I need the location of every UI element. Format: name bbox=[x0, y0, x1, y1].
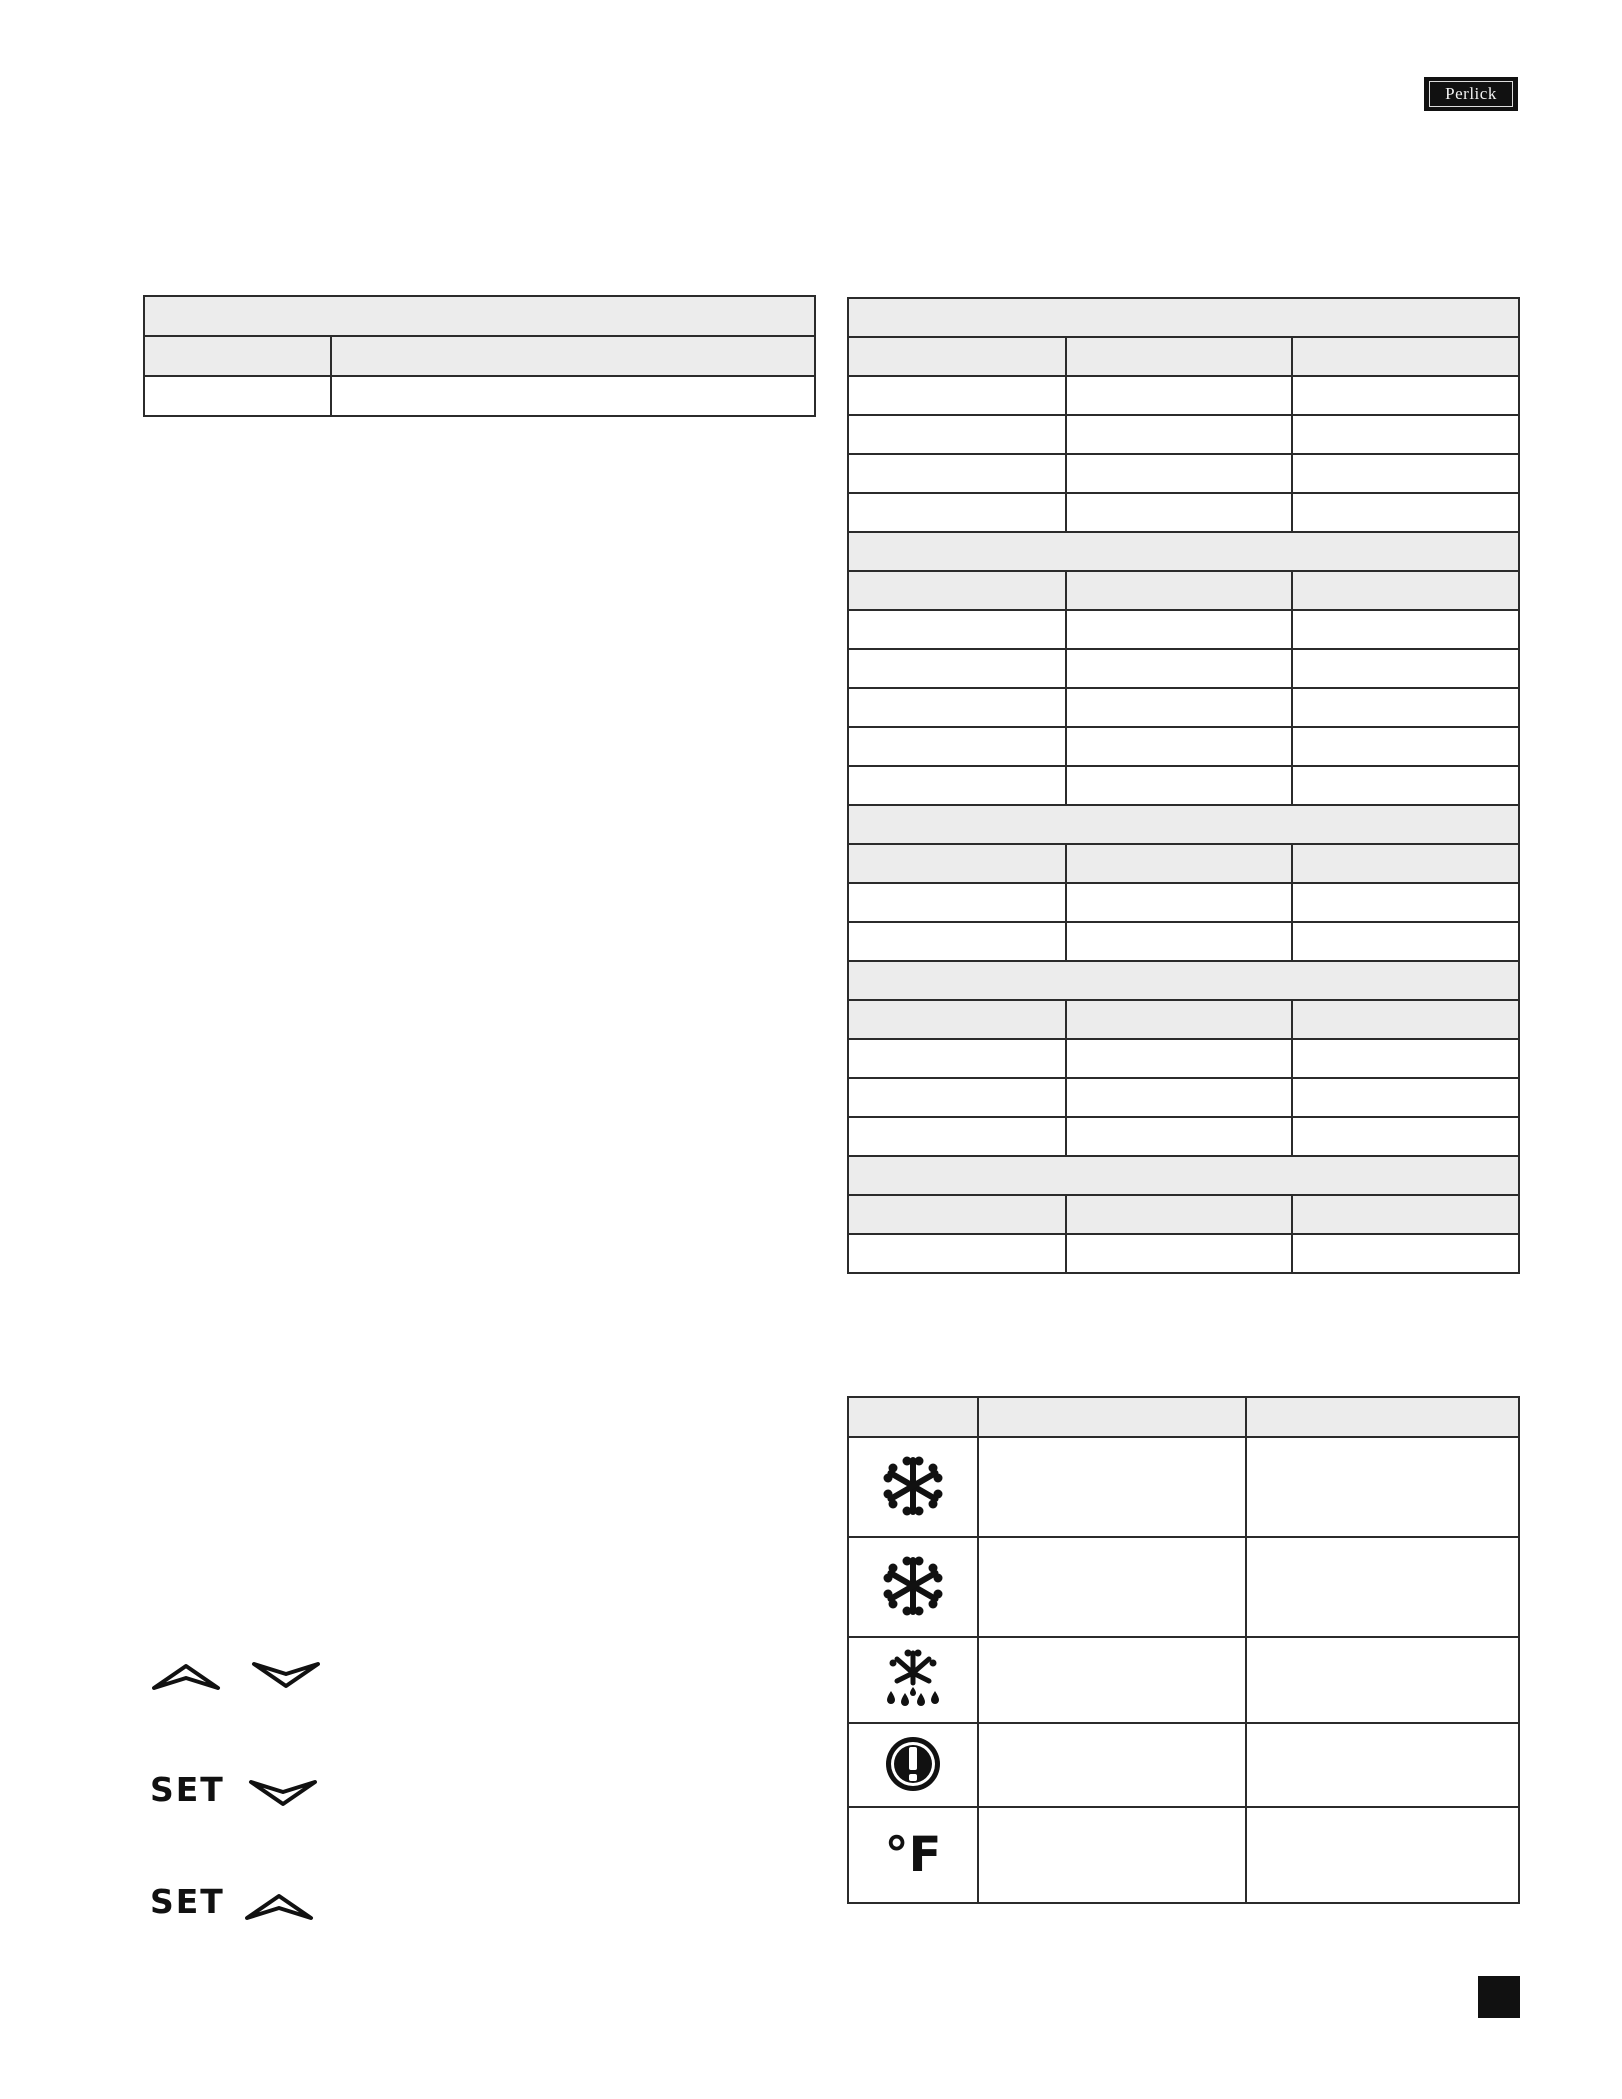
table-row bbox=[848, 1117, 1519, 1156]
table-row bbox=[848, 376, 1519, 415]
table-cell bbox=[848, 649, 1066, 688]
section-title-cell bbox=[848, 805, 1519, 844]
table-cell bbox=[1292, 883, 1519, 922]
table-cell bbox=[1066, 454, 1292, 493]
table-cell bbox=[1246, 1537, 1519, 1637]
table-cell bbox=[848, 766, 1066, 805]
table-cell bbox=[1066, 649, 1292, 688]
table-row bbox=[848, 649, 1519, 688]
table-cell bbox=[848, 1039, 1066, 1078]
set-down-controls bbox=[150, 1766, 319, 1812]
table-cell bbox=[848, 727, 1066, 766]
chevron-up-icon bbox=[150, 1658, 222, 1694]
table-cell bbox=[848, 1117, 1066, 1156]
table-header-cell bbox=[848, 844, 1066, 883]
icon-cell bbox=[848, 1723, 978, 1807]
table-header-cell bbox=[1292, 1000, 1519, 1039]
table-row bbox=[144, 376, 815, 416]
table-cell bbox=[1066, 1039, 1292, 1078]
table-cell bbox=[978, 1437, 1246, 1537]
table-header-cell bbox=[1066, 337, 1292, 376]
section-header-row bbox=[848, 532, 1519, 571]
set-button-label: SET bbox=[150, 1881, 225, 1921]
table-row bbox=[144, 336, 815, 376]
table-header-cell bbox=[1292, 1195, 1519, 1234]
table-cell bbox=[1292, 1039, 1519, 1078]
snowflake-icon bbox=[881, 1554, 945, 1618]
table-row bbox=[848, 766, 1519, 805]
icon-cell bbox=[848, 1807, 978, 1903]
table-cell bbox=[1292, 1078, 1519, 1117]
table-row bbox=[848, 493, 1519, 532]
defrost-icon bbox=[881, 1647, 945, 1711]
table-cell bbox=[1066, 766, 1292, 805]
section-title-cell bbox=[848, 1156, 1519, 1195]
table-header-cell bbox=[331, 336, 815, 376]
table-cell bbox=[1292, 1234, 1519, 1273]
table-cell bbox=[1066, 376, 1292, 415]
table-header-cell bbox=[1066, 1000, 1292, 1039]
right-table bbox=[847, 297, 1520, 1274]
table-row bbox=[848, 1723, 1519, 1807]
section-title-cell bbox=[848, 298, 1519, 337]
table-header-cell bbox=[1246, 1397, 1519, 1437]
table-row bbox=[848, 1000, 1519, 1039]
table-cell bbox=[1066, 922, 1292, 961]
table-cell bbox=[1066, 883, 1292, 922]
table-header-cell bbox=[1066, 1195, 1292, 1234]
table-cell bbox=[144, 376, 331, 416]
fahrenheit-icon: °F bbox=[884, 1827, 942, 1883]
table-row bbox=[144, 296, 815, 336]
table-row bbox=[848, 1397, 1519, 1437]
table-row bbox=[848, 688, 1519, 727]
table-cell bbox=[848, 493, 1066, 532]
table-header-cell bbox=[848, 1195, 1066, 1234]
table-cell bbox=[1066, 415, 1292, 454]
table-cell bbox=[1066, 493, 1292, 532]
table-row bbox=[848, 1807, 1519, 1903]
table-row bbox=[848, 1637, 1519, 1723]
table-cell bbox=[1246, 1637, 1519, 1723]
table-cell bbox=[848, 883, 1066, 922]
section-title-cell bbox=[848, 961, 1519, 1000]
section-header-row bbox=[848, 805, 1519, 844]
table-cell bbox=[1292, 493, 1519, 532]
table-row bbox=[848, 1078, 1519, 1117]
table-cell bbox=[1066, 1234, 1292, 1273]
table-header-cell bbox=[1066, 571, 1292, 610]
table-header-cell bbox=[144, 336, 331, 376]
table-header-cell bbox=[848, 1397, 978, 1437]
chevron-down-icon bbox=[247, 1776, 319, 1812]
logo-text: Perlick bbox=[1429, 81, 1513, 107]
table-row bbox=[848, 1537, 1519, 1637]
table-cell bbox=[978, 1537, 1246, 1637]
section-header-row bbox=[848, 298, 1519, 337]
table-row bbox=[848, 415, 1519, 454]
page-marker bbox=[1478, 1976, 1520, 2018]
table-cell bbox=[848, 610, 1066, 649]
table-cell bbox=[1066, 1117, 1292, 1156]
table-cell bbox=[1292, 1117, 1519, 1156]
table-cell bbox=[1292, 688, 1519, 727]
table-row bbox=[848, 727, 1519, 766]
chevron-up-icon bbox=[243, 1888, 315, 1924]
table-header-cell bbox=[1292, 844, 1519, 883]
section-title-cell bbox=[848, 532, 1519, 571]
up-down-controls bbox=[150, 1658, 322, 1694]
table-header-cell bbox=[1292, 337, 1519, 376]
table-cell bbox=[848, 376, 1066, 415]
table-cell bbox=[1292, 376, 1519, 415]
table-header-cell bbox=[848, 571, 1066, 610]
table-header-cell bbox=[978, 1397, 1246, 1437]
icon-cell bbox=[848, 1537, 978, 1637]
table-cell bbox=[1066, 610, 1292, 649]
table-cell bbox=[848, 1078, 1066, 1117]
table-row bbox=[848, 883, 1519, 922]
table-cell bbox=[1292, 454, 1519, 493]
chevron-down-icon bbox=[250, 1658, 322, 1694]
table-cell bbox=[848, 688, 1066, 727]
table-row bbox=[848, 1195, 1519, 1234]
table-cell bbox=[1292, 415, 1519, 454]
table-cell bbox=[1292, 610, 1519, 649]
table-cell bbox=[331, 376, 815, 416]
table-header-cell bbox=[1066, 844, 1292, 883]
table-cell bbox=[848, 415, 1066, 454]
table-row bbox=[848, 922, 1519, 961]
set-button-label: SET bbox=[150, 1769, 225, 1809]
table-cell bbox=[1066, 727, 1292, 766]
table-row bbox=[848, 610, 1519, 649]
table-row bbox=[848, 1234, 1519, 1273]
icon-legend-table bbox=[847, 1396, 1520, 1904]
table-cell bbox=[1066, 1078, 1292, 1117]
table-cell bbox=[848, 454, 1066, 493]
section-header-row bbox=[848, 1156, 1519, 1195]
left-table bbox=[143, 295, 816, 417]
alarm-icon bbox=[882, 1733, 944, 1795]
table-cell bbox=[1246, 1437, 1519, 1537]
table-header-cell bbox=[848, 337, 1066, 376]
table-cell bbox=[1246, 1723, 1519, 1807]
table-cell bbox=[848, 922, 1066, 961]
snowflake-icon bbox=[881, 1454, 945, 1518]
table-cell bbox=[1292, 766, 1519, 805]
perlick-logo bbox=[1424, 77, 1518, 111]
icon-cell bbox=[848, 1637, 978, 1723]
table-cell bbox=[1292, 649, 1519, 688]
table-cell bbox=[1292, 727, 1519, 766]
table-row bbox=[848, 1039, 1519, 1078]
icon-cell bbox=[848, 1437, 978, 1537]
table-header-cell bbox=[1292, 571, 1519, 610]
table-cell bbox=[1292, 922, 1519, 961]
table-cell bbox=[1246, 1807, 1519, 1903]
table-header-cell bbox=[848, 1000, 1066, 1039]
table-cell bbox=[978, 1637, 1246, 1723]
table-row bbox=[848, 454, 1519, 493]
table-cell bbox=[978, 1807, 1246, 1903]
table-cell bbox=[848, 1234, 1066, 1273]
table-cell bbox=[978, 1723, 1246, 1807]
table-row bbox=[848, 844, 1519, 883]
table-title-cell bbox=[144, 296, 815, 336]
set-up-controls bbox=[150, 1878, 315, 1924]
table-row bbox=[848, 337, 1519, 376]
table-row bbox=[848, 1437, 1519, 1537]
table-row bbox=[848, 571, 1519, 610]
table-cell bbox=[1066, 688, 1292, 727]
section-header-row bbox=[848, 961, 1519, 1000]
